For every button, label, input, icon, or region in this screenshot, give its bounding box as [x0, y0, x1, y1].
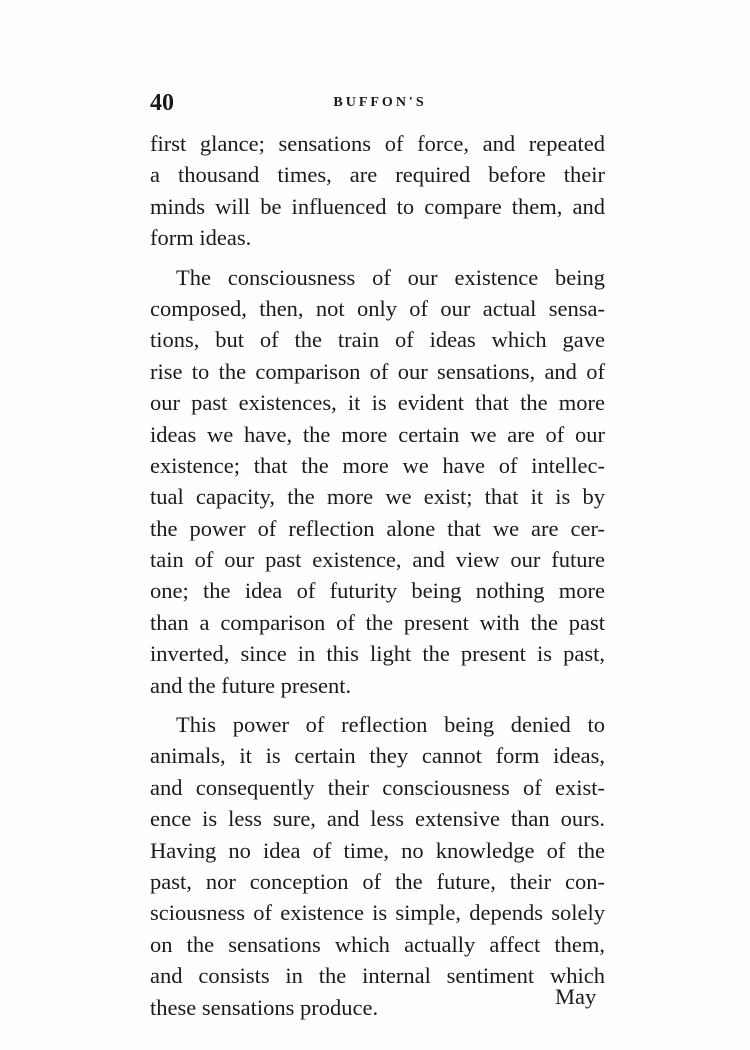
- catchword: May: [555, 984, 597, 1009]
- text-line: on the sensations which actually affect them,: [150, 931, 605, 957]
- text-line: and the future present.: [150, 672, 352, 698]
- text-line: sciousness of existence is simple, depends solely: [150, 900, 605, 926]
- text-line: tain of our past existence, and view our future: [150, 547, 605, 573]
- page-number: 40: [150, 90, 174, 116]
- text-line: ence is less sure, and less extensive than ours.: [150, 806, 605, 832]
- text-line: tions, but of the train of ideas which gave: [150, 327, 605, 353]
- text-line: and consequently their consciousness of exist-: [150, 774, 605, 800]
- text-line: animals, it is certain they cannot form ideas,: [150, 743, 605, 769]
- text-line: existence; that the more we have of intellec-: [150, 452, 605, 478]
- text-line: these sensations produce.: [150, 994, 379, 1020]
- text-line: inverted, since in this light the present is past,: [150, 641, 605, 667]
- text-line: ideas we have, the more certain we are of our: [150, 421, 605, 447]
- text-line: one; the idea of futurity being nothing more: [150, 578, 605, 604]
- text-line: form ideas.: [150, 225, 252, 251]
- paragraph: [150, 709, 605, 1023]
- text-line: Having no idea of time, no knowledge of the: [150, 837, 605, 863]
- text-line: a thousand times, are required before their: [150, 162, 605, 188]
- paragraph: [150, 262, 605, 701]
- text-line: and consists in the internal sentiment which: [150, 963, 605, 989]
- text-line: The consciousness of our existence being: [176, 264, 605, 290]
- text-line: minds will be influenced to compare them, and: [150, 193, 605, 219]
- body-text: [150, 128, 605, 1023]
- running-head: [150, 88, 610, 118]
- text-line: the power of reflection alone that we are cer-: [150, 515, 605, 541]
- running-title: BUFFON'S: [333, 95, 427, 110]
- text-line: first glance; sensations of force, and repeated: [150, 131, 605, 156]
- paragraph: [150, 128, 605, 254]
- text-line: rise to the comparison of our sensations, and of: [150, 358, 605, 384]
- text-line: past, nor conception of the future, their con-: [150, 868, 605, 894]
- text-line: tual capacity, the more we exist; that it is by: [150, 484, 605, 510]
- text-line: This power of reflection being denied to: [176, 712, 605, 738]
- text-line: composed, then, not only of our actual sensa-: [150, 295, 605, 321]
- text-line: than a comparison of the present with the past: [150, 609, 605, 635]
- text-line: our past existences, it is evident that the more: [150, 390, 605, 416]
